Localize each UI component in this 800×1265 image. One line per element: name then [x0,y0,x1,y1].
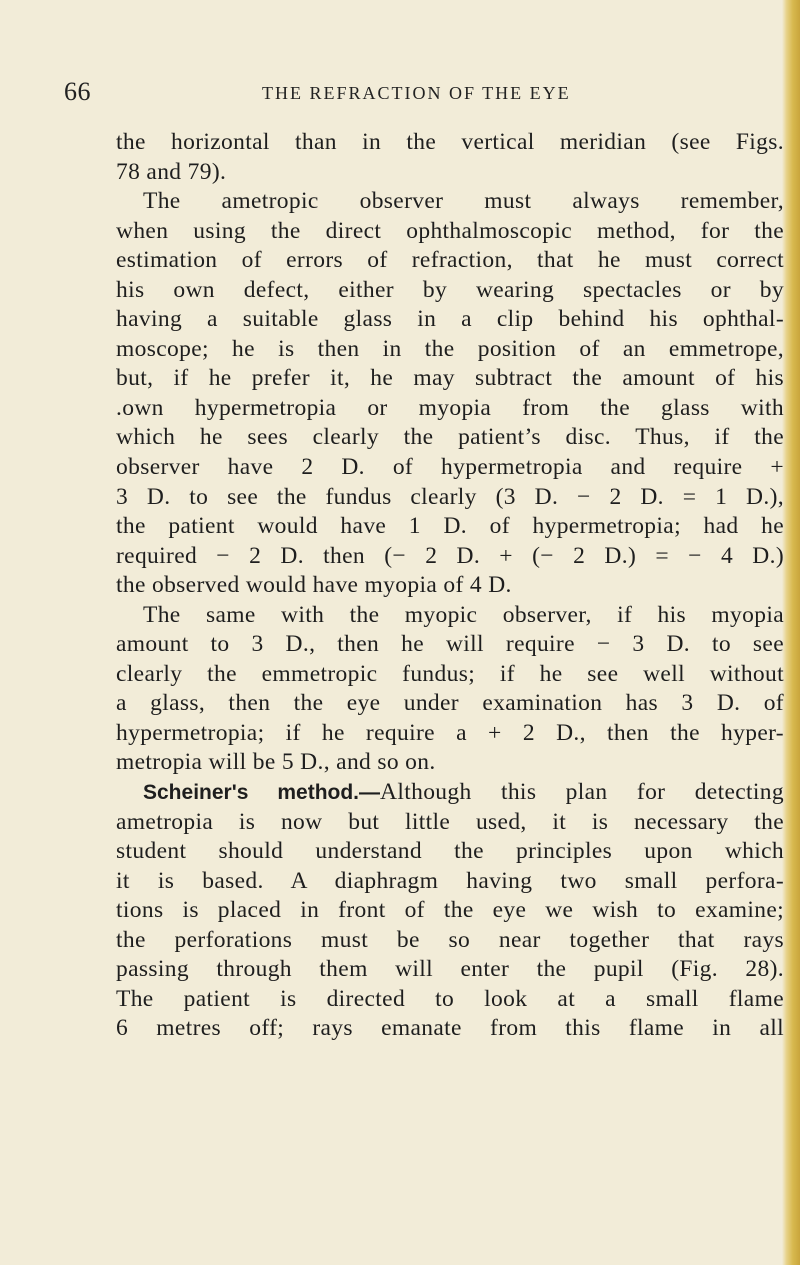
text-line: moscope; he is then in the position of an emmetrope, [116,335,784,362]
text-line: when using the direct ophthalmoscopic method, for the [116,217,784,244]
text-line: passing through them will enter the pupil (Fig. 28). [116,956,784,983]
text-line: a glass, then the eye under examination has 3 D. of [116,690,784,717]
text-line: observer have 2 D. of hypermetropia and require + [116,454,784,481]
text-line: The ametropic observer must always remember, [143,188,784,215]
text-line: amount to 3 D., then he will require − 3 D. to see [116,631,784,658]
text-line: tions is placed in front of the eye we wish to examine; [116,897,784,924]
text-line: but, if he prefer it, he may subtract the amount of his [116,365,784,392]
page-header [0,79,800,105]
text-line: hypermetropia; if he require a + 2 D., then the hyper- [116,719,784,746]
text-line: the perforations must be so near together that rays [116,926,784,953]
text-line: 6 metres off; rays emanate from this flame in all [116,1015,784,1042]
section-heading: Scheiner's method.— [143,781,381,805]
text-line: having a suitable glass in a clip behind his ophthal- [116,306,784,333]
text-line: it is based. A diaphragm having two small perfora- [116,867,784,894]
text-line: .own hypermetropia or myopia from the glass with [116,394,784,421]
text-line: 3 D. to see the fundus clearly (3 D. − 2 D. = 1 D.), [116,483,784,510]
text-line: student should understand the principles upon which [116,838,784,865]
page-edge [782,0,800,1265]
text-line: estimation of errors of refraction, that he must correct [116,247,784,274]
text-line: the horizontal than in the vertical meridian (see Figs. [116,129,784,155]
text-line: The patient is directed to look at a small flame [116,985,784,1012]
text-line: which he sees clearly the patient’s disc. Thus, if the [116,424,784,451]
text-line: his own defect, either by wearing spectacles or by [116,276,784,303]
text-line: 78 and 79). [116,158,227,185]
running-head: THE REFRACTION OF THE EYE [262,83,571,103]
text-line: required − 2 D. then (− 2 D. + (− 2 D.) = − 4 D.) [116,542,784,569]
text-line: the patient would have 1 D. of hypermetropia; had he [116,513,784,540]
text-line: metropia will be 5 D., and so on. [116,749,436,776]
text-line: clearly the emmetropic fundus; if he see well without [116,660,784,687]
text-line: Although this plan for detecting [380,779,784,806]
text-line: the observed would have myopia of 4 D. [116,572,512,599]
section-heading-line [116,778,784,808]
body-text [116,128,784,1044]
page-number: 66 [64,77,91,106]
text-line: The same with the myopic observer, if his myopia [143,601,784,628]
text-line: ametropia is now but little used, it is necessary the [116,808,784,835]
